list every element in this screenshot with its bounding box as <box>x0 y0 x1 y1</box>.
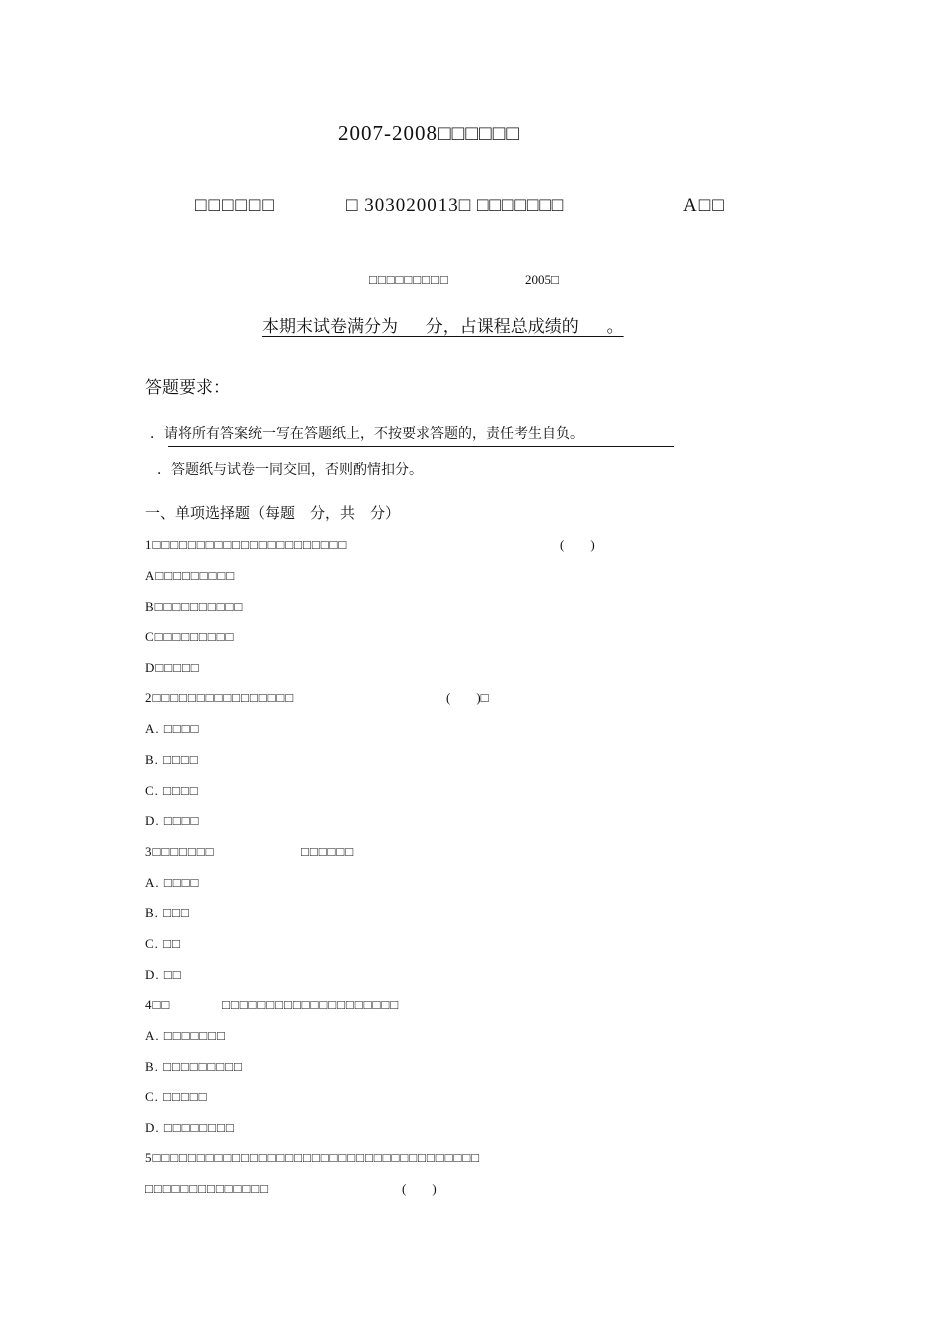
course-label: □□□□□□ <box>195 195 276 216</box>
question-1-option-c: C□□□□□□□□□ <box>145 629 235 644</box>
question-3-stem: 3□□□□□□□ <box>145 844 215 859</box>
requirement-rule-1: ．请将所有答案统一写在答题纸上，不按要求答题的，责任考生自负。 <box>150 426 584 442</box>
question-2-option-b: B. □□□□ <box>145 752 199 767</box>
question-1-stem: 1□□□□□□□□□□□□□□□□□□□□□□ <box>145 537 348 552</box>
class-label: □□□□□□□□□ <box>369 272 449 287</box>
question-1-option-d: D□□□□□ <box>145 660 200 675</box>
question-5-stem-line-2: □□□□□□□□□□□□□□ <box>145 1181 269 1196</box>
question-4-option-d: D. □□□□□□□□ <box>145 1120 235 1135</box>
paper-type: A□□ <box>683 195 726 216</box>
question-2-option-a: A. □□□□ <box>145 721 200 736</box>
question-3-option-a: A. □□□□ <box>145 875 200 890</box>
section-1-heading: 一、单项选择题（每题 分，共 分） <box>145 504 401 522</box>
question-1-bracket: ( ) <box>560 537 595 552</box>
question-4-option-a: A. □□□□□□□ <box>145 1028 226 1043</box>
question-3-stem-tail: □□□□□□ <box>301 844 355 859</box>
requirement-rule-1-underline <box>168 446 674 447</box>
question-2-bracket: ( )□ <box>446 690 489 705</box>
question-5-stem: 5□□□□□□□□□□□□□□□□□□□□□□□□□□□□□□□□□□□□□ <box>145 1150 481 1165</box>
question-4-option-b: B. □□□□□□□□□ <box>145 1059 243 1074</box>
requirements-heading: 答题要求： <box>145 378 230 398</box>
question-5-bracket: ( ) <box>402 1181 437 1196</box>
question-3-option-d: D. □□ <box>145 967 182 982</box>
question-2-option-d: D. □□□□ <box>145 813 200 828</box>
question-4-stem-tail: □□□□□□□□□□□□□□□□□□□□ <box>222 997 400 1012</box>
course-code: □ 303020013□ □□□□□□□ <box>346 195 565 216</box>
class-year: 2005□ <box>525 272 559 287</box>
exam-year-title: 2007-2008□□□□□□ <box>338 121 521 145</box>
question-4-option-c: C. □□□□□ <box>145 1089 208 1104</box>
question-3-option-c: C. □□ <box>145 936 181 951</box>
question-3-option-b: B. □□□ <box>145 905 190 920</box>
question-1-option-b: B□□□□□□□□□□ <box>145 599 244 614</box>
question-1-option-a: A□□□□□□□□□ <box>145 568 236 583</box>
requirement-rule-2: ．答题纸与试卷一同交回，否则酌情扣分。 <box>157 462 423 478</box>
question-4-stem: 4□□ <box>145 997 171 1012</box>
question-2-option-c: C. □□□□ <box>145 783 199 798</box>
question-2-stem: 2□□□□□□□□□□□□□□□□ <box>145 690 295 705</box>
score-line: 本期末试卷满分为 分，占课程总成绩的 。 <box>262 317 624 337</box>
